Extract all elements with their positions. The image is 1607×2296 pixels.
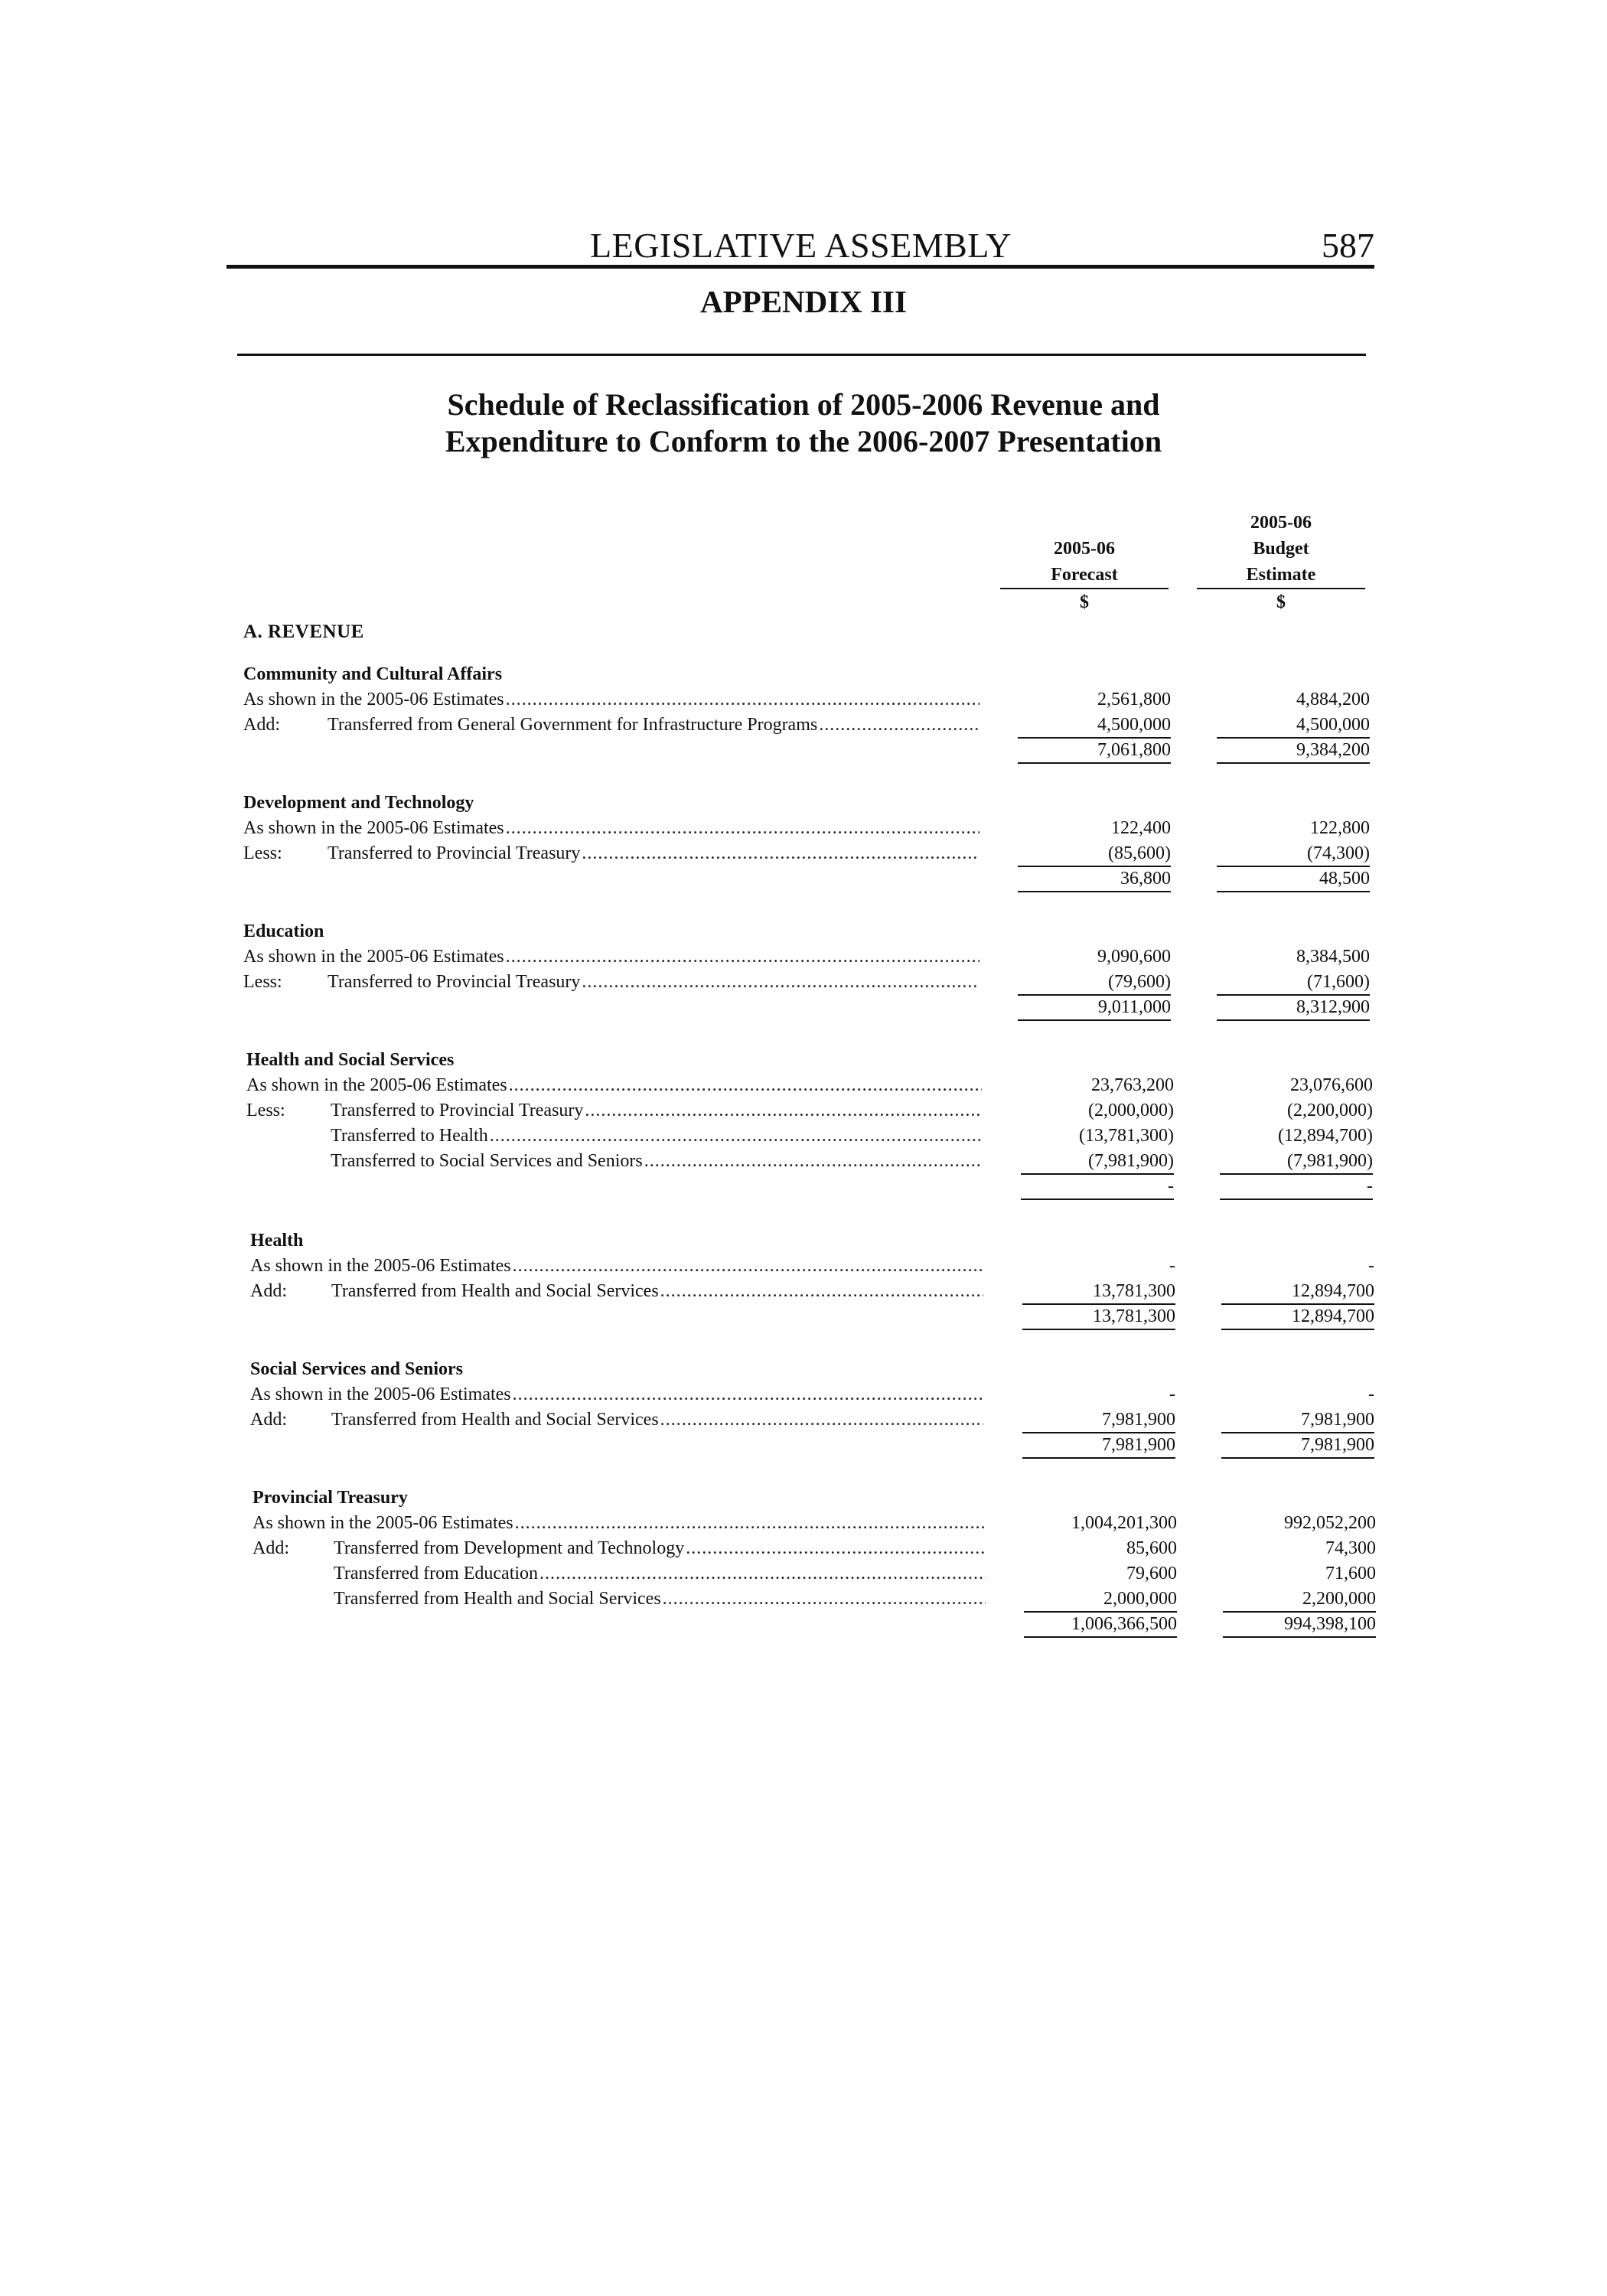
total-row [0, 738, 1607, 762]
divider-rule [237, 354, 1366, 356]
budget-total: 12,894,700 [1221, 1304, 1374, 1330]
row-prefix: Less: [243, 972, 282, 992]
forecast-value: 2,561,800 [1097, 690, 1171, 709]
budget-total: 8,312,900 [1217, 995, 1370, 1021]
forecast-currency: $ [1080, 592, 1089, 612]
forecast-value: 9,090,600 [1097, 947, 1171, 967]
total-row [0, 1612, 1607, 1636]
dot-leader [539, 1561, 986, 1586]
forecast-total: 36,800 [1018, 866, 1171, 892]
table-row [0, 1407, 1607, 1432]
forecast-total: 7,981,900 [1022, 1433, 1175, 1459]
table-row [0, 1536, 1607, 1561]
budget-year: 2005-06 [1250, 513, 1312, 533]
row-label [246, 1149, 982, 1173]
row-prefix: Add: [250, 1410, 287, 1430]
row-label [253, 1536, 986, 1561]
page-header [227, 225, 1374, 269]
dot-leader [490, 1124, 982, 1148]
table-row [0, 1254, 1607, 1278]
row-description: As shown in the 2005-06 Estimates [243, 818, 504, 838]
table-row [0, 713, 1607, 737]
dot-leader [644, 1149, 982, 1173]
table-row [0, 1098, 1607, 1123]
forecast-value: 85,600 [1126, 1538, 1177, 1558]
budget-total: 9,384,200 [1217, 738, 1370, 764]
row-description: Transferred from Health and Social Services [331, 1410, 659, 1430]
forecast-total: - [1021, 1174, 1174, 1200]
row-label [243, 713, 980, 737]
section-title: Education [243, 921, 324, 941]
row-description: Transferred to Health [331, 1126, 488, 1146]
row-label [250, 1254, 983, 1278]
forecast-label: Forecast [1000, 562, 1169, 589]
budget-value: - [1368, 1256, 1374, 1276]
dot-leader [585, 1098, 982, 1123]
section-title: Health and Social Services [246, 1050, 455, 1070]
table-row [0, 1279, 1607, 1303]
budget-value: 7,981,900 [1221, 1407, 1374, 1433]
budget-value: 122,800 [1310, 818, 1370, 838]
dot-leader [506, 687, 980, 712]
dot-leader [660, 1407, 983, 1432]
budget-currency: $ [1276, 592, 1286, 612]
row-description: As shown in the 2005-06 Estimates [243, 690, 504, 709]
forecast-value: (7,981,900) [1021, 1149, 1174, 1175]
forecast-total: 13,781,300 [1022, 1304, 1175, 1330]
dot-leader [513, 1254, 983, 1278]
row-label [246, 1098, 982, 1123]
row-description: As shown in the 2005-06 Estimates [246, 1075, 507, 1095]
section-title: Social Services and Seniors [250, 1359, 464, 1379]
row-label [253, 1587, 986, 1611]
dot-leader [582, 970, 980, 994]
page-number: 587 [1322, 226, 1374, 265]
dot-leader [506, 816, 980, 840]
table-row [0, 970, 1607, 994]
budget-label-estimate: Estimate [1197, 562, 1365, 589]
table-row [0, 1561, 1607, 1586]
forecast-value: 1,004,201,300 [1071, 1513, 1177, 1533]
dot-leader [506, 944, 980, 969]
section-title: Development and Technology [243, 793, 474, 813]
row-label [243, 687, 980, 712]
dot-leader [660, 1279, 983, 1303]
row-label [243, 944, 980, 969]
row-label [253, 1511, 986, 1535]
section-title: Community and Cultural Affairs [243, 664, 503, 684]
forecast-value: - [1169, 1256, 1175, 1276]
row-prefix: Less: [246, 1101, 285, 1120]
dot-leader [582, 841, 980, 866]
forecast-value: 7,981,900 [1022, 1407, 1175, 1433]
row-description: As shown in the 2005-06 Estimates [243, 947, 504, 967]
row-prefix: Add: [253, 1538, 289, 1558]
table-row [0, 1511, 1607, 1535]
row-label [250, 1382, 983, 1407]
forecast-value: 13,781,300 [1022, 1279, 1175, 1305]
schedule-title-line-1: Schedule of Reclassification of 2005-2006 Revenue and [447, 387, 1160, 422]
schedule-title-line-2: Expenditure to Conform to the 2006-2007 Presentation [445, 424, 1162, 458]
budget-total: 7,981,900 [1221, 1433, 1374, 1459]
dot-leader [819, 713, 980, 737]
forecast-value: (79,600) [1018, 970, 1171, 996]
forecast-value: (2,000,000) [1088, 1101, 1174, 1120]
total-row [0, 1304, 1607, 1329]
total-row [0, 1433, 1607, 1457]
budget-label: Budget [1253, 539, 1309, 559]
row-description: Transferred to Provincial Treasury [328, 972, 581, 992]
dot-leader [513, 1382, 983, 1407]
table-row [0, 687, 1607, 712]
table-row [0, 1587, 1607, 1611]
forecast-year: 2005-06 [1054, 539, 1115, 559]
column-header-budget [1197, 510, 1365, 615]
row-description: Transferred to Social Services and Seniors [331, 1151, 643, 1171]
row-description: Transferred from Development and Technology [334, 1538, 685, 1558]
section-title: Provincial Treasury [253, 1488, 408, 1508]
forecast-value: 4,500,000 [1018, 713, 1171, 739]
row-prefix: Add: [250, 1281, 287, 1301]
forecast-value: 2,000,000 [1024, 1587, 1177, 1613]
budget-value: 74,300 [1325, 1538, 1376, 1558]
row-label [253, 1561, 986, 1586]
row-label [250, 1407, 983, 1432]
row-label [246, 1073, 982, 1097]
budget-value: 12,894,700 [1221, 1279, 1374, 1305]
budget-value: 2,200,000 [1223, 1587, 1376, 1613]
section-title: Health [250, 1231, 304, 1251]
table-row [0, 1073, 1607, 1097]
budget-value: 4,884,200 [1296, 690, 1370, 709]
budget-value: 992,052,200 [1284, 1513, 1376, 1533]
dot-leader [509, 1073, 982, 1097]
budget-total: - [1220, 1174, 1373, 1200]
forecast-value: (13,781,300) [1079, 1126, 1174, 1146]
row-description: Transferred from General Government for Infrastructure Programs [328, 715, 818, 735]
budget-value: (2,200,000) [1287, 1101, 1373, 1120]
table-row [0, 944, 1607, 969]
row-description: Transferred to Provincial Treasury [328, 843, 581, 863]
dot-leader [686, 1536, 986, 1561]
row-description: As shown in the 2005-06 Estimates [250, 1256, 511, 1276]
budget-value: 4,500,000 [1217, 713, 1370, 739]
budget-value: 8,384,500 [1296, 947, 1370, 967]
dot-leader [663, 1587, 986, 1611]
row-description: Transferred from Health and Social Services [331, 1281, 659, 1301]
table-row [0, 1149, 1607, 1173]
budget-value: (74,300) [1217, 841, 1370, 867]
row-label [243, 970, 980, 994]
table-row [0, 841, 1607, 866]
table-row [0, 1124, 1607, 1148]
budget-value: (12,894,700) [1278, 1126, 1373, 1146]
row-label [243, 816, 980, 840]
total-row [0, 1174, 1607, 1199]
row-prefix: Less: [243, 843, 282, 863]
forecast-value: 122,400 [1111, 818, 1171, 838]
table-row [0, 816, 1607, 840]
row-prefix: Add: [243, 715, 280, 735]
row-description: Transferred from Education [334, 1564, 539, 1583]
section-heading-revenue: A. REVENUE [243, 621, 364, 642]
schedule-title [0, 386, 1607, 460]
column-header-forecast [1000, 536, 1169, 615]
dot-leader [515, 1511, 986, 1535]
budget-value: - [1368, 1384, 1374, 1404]
forecast-total: 7,061,800 [1018, 738, 1171, 764]
forecast-value: 23,763,200 [1091, 1075, 1174, 1095]
appendix-title: APPENDIX III [700, 284, 907, 319]
row-description: Transferred to Provincial Treasury [331, 1101, 584, 1120]
forecast-value: 79,600 [1126, 1564, 1177, 1583]
forecast-total: 1,006,366,500 [1024, 1612, 1177, 1638]
row-label [246, 1124, 982, 1148]
header-title: LEGISLATIVE ASSEMBLY [590, 226, 1012, 265]
table-row [0, 1382, 1607, 1407]
row-label [243, 841, 980, 866]
budget-value: 71,600 [1325, 1564, 1376, 1583]
budget-value: 23,076,600 [1290, 1075, 1373, 1095]
row-label [250, 1279, 983, 1303]
row-description: Transferred from Health and Social Services [334, 1589, 661, 1609]
budget-total: 48,500 [1217, 866, 1370, 892]
forecast-value: (85,600) [1018, 841, 1171, 867]
budget-value: (7,981,900) [1220, 1149, 1373, 1175]
budget-value: (71,600) [1217, 970, 1370, 996]
total-row [0, 995, 1607, 1019]
row-description: As shown in the 2005-06 Estimates [253, 1513, 513, 1533]
budget-total: 994,398,100 [1223, 1612, 1376, 1638]
total-row [0, 866, 1607, 891]
row-description: As shown in the 2005-06 Estimates [250, 1384, 511, 1404]
forecast-value: - [1169, 1384, 1175, 1404]
forecast-total: 9,011,000 [1018, 995, 1171, 1021]
